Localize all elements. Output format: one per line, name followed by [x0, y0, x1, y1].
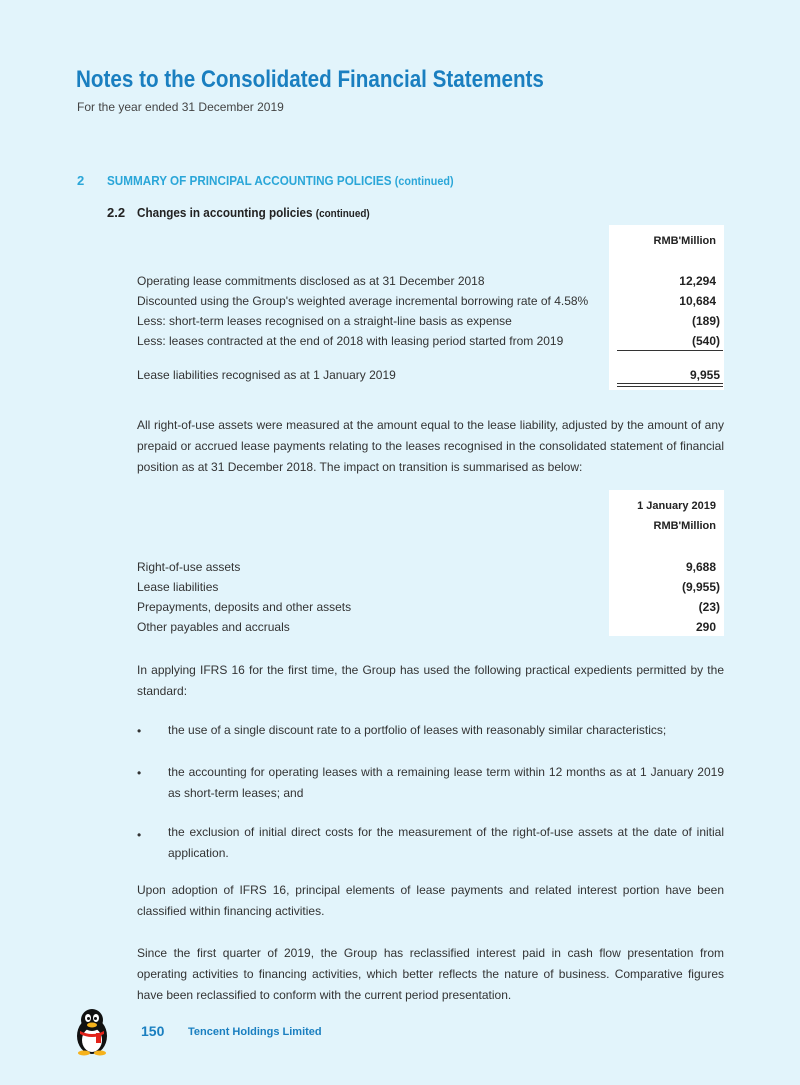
table2-row-label: Other payables and accruals — [137, 620, 290, 634]
table2-column-header-date: 1 January 2019 — [637, 500, 716, 512]
table1-row-value: 10,684 — [679, 294, 716, 308]
table2-row-label: Prepayments, deposits and other assets — [137, 600, 352, 614]
table1-row-label: Less: short-term leases recognised on a straight-line basis as expense — [137, 314, 512, 328]
table2-row-value: 9,688 — [685, 560, 716, 574]
table2-row-label: Right-of-use assets — [137, 560, 241, 574]
table1-total-value: 9,955 — [689, 368, 720, 382]
bullet-symbol: • — [137, 828, 142, 842]
table1-row-label: Discounted using the Group's weighted average incremental borrowing rate of 4.58% — [137, 294, 589, 308]
table2-row-value: (9,955) — [681, 580, 720, 594]
subsection-number: 2.2 — [107, 205, 126, 220]
section-title: SUMMARY OF PRINCIPAL ACCOUNTING POLICIES — [107, 173, 392, 188]
table1-column-header: RMB'Million — [653, 235, 716, 247]
table2-row-value: (23) — [698, 600, 720, 614]
table1-total-label: Lease liabilities recognised as at 1 January 2019 — [137, 368, 396, 382]
paragraph-right-of-use: All right-of-use assets were measured at the amount equal to the lease liability, adjusted by the amount of any prepaid or accrued lease payments relating to the leases recognised in the consolidated statement of financial position as at 31 December 2018. The impact on transition is summarised as below: — [137, 418, 724, 474]
section-heading — [107, 173, 454, 188]
bullet-symbol: • — [137, 766, 142, 780]
table1-row-value: (189) — [691, 314, 720, 328]
page-number: 150 — [141, 1023, 165, 1039]
paragraph-reclassification: Since the first quarter of 2019, the Group has reclassified interest paid in cash flow presentation from operating activities to financing activities, which better reflects the nature of business. Comparative figures have been reclassified to conform with the current period presentation. — [137, 946, 724, 1002]
footer-company-name: Tencent Holdings Limited — [188, 1026, 322, 1038]
section-number: 2 — [77, 173, 85, 188]
subsection-heading — [137, 205, 370, 220]
bullet-text: the use of a single discount rate to a portfolio of leases with reasonably similar characteristics; — [168, 723, 667, 737]
table1-row-value: 12,294 — [679, 274, 716, 288]
paragraph-practical-expedients: In applying IFRS 16 for the first time, the Group has used the following practical expedients permitted by the standard: — [137, 663, 724, 698]
section-continued: (continued) — [394, 174, 454, 188]
table1-total-rule-bottom — [617, 386, 723, 387]
table2-row-label: Lease liabilities — [137, 580, 219, 594]
table2-column-header-unit: RMB'Million — [653, 520, 716, 532]
subsection-title: Changes in accounting policies — [137, 205, 313, 220]
page-title: Notes to the Consolidated Financial Statements — [76, 66, 544, 93]
bullet-symbol: • — [137, 724, 142, 738]
table1-total-rule-top — [617, 383, 723, 384]
bullet-text: the accounting for operating leases with a remaining lease term within 12 months as at 1 January 2019 as short-term leases; and — [168, 765, 724, 800]
penguin-mascot-icon — [72, 1006, 112, 1056]
table2-row-value: 290 — [695, 620, 716, 634]
bullet-text: the exclusion of initial direct costs for the measurement of the right-of-use assets at the date of initial application. — [168, 825, 724, 860]
table1-subtotal-rule — [617, 350, 723, 351]
table1-row-label: Operating lease commitments disclosed as at 31 December 2018 — [137, 274, 485, 288]
subsection-continued: (continued) — [315, 208, 370, 220]
paragraph-financing-activities: Upon adoption of IFRS 16, principal elements of lease payments and related interest portion have been classified within financing activities. — [137, 883, 724, 918]
table1-row-label: Less: leases contracted at the end of 2018 with leasing period started from 2019 — [137, 334, 564, 348]
table1-row-value: (540) — [691, 334, 720, 348]
page-subtitle: For the year ended 31 December 2019 — [77, 100, 284, 114]
